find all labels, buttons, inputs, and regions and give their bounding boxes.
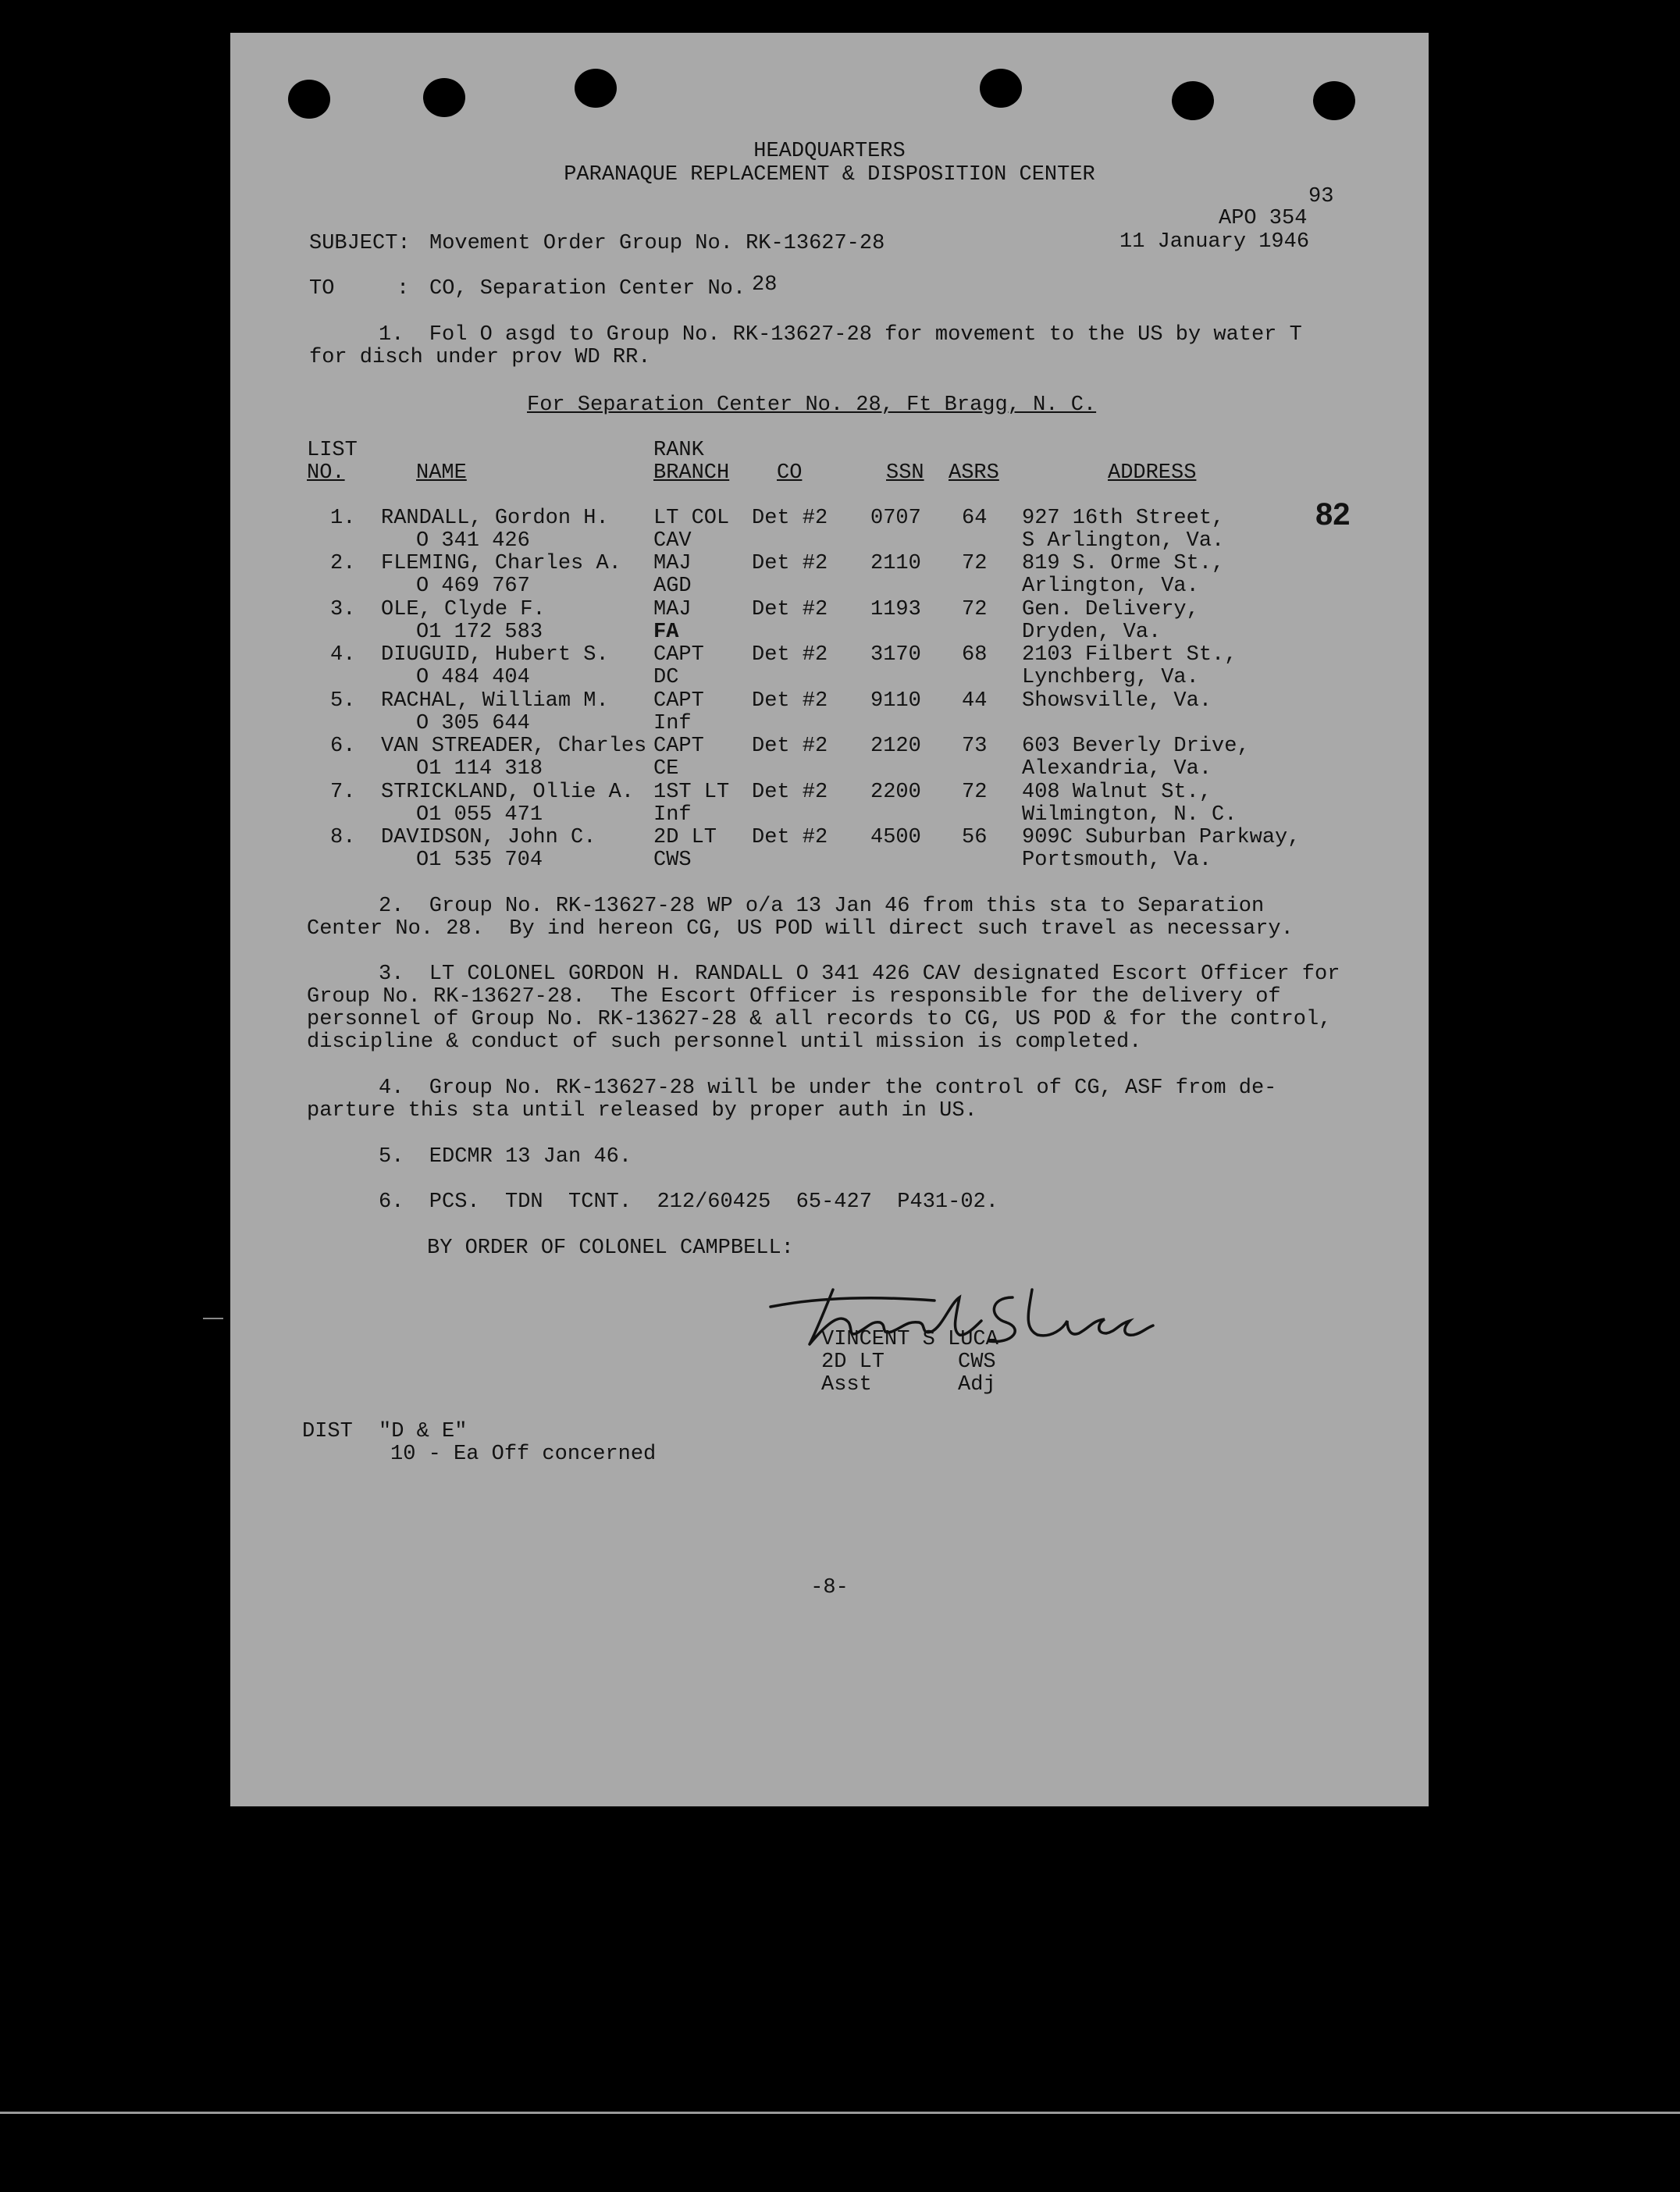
row-rank: 1ST LT [653, 781, 730, 804]
row-ssn: 9110 [870, 689, 921, 713]
row-name: RACHAL, William M. [381, 689, 609, 713]
para-4-line-2: parture this sta until released by proper auth in US. [307, 1099, 977, 1123]
para-3-line-2: Group No. RK-13627-28. The Escort Officer is responsible for the delivery of [307, 985, 1281, 1009]
row-address-2: Wilmington, N. C. [1022, 803, 1237, 827]
punch-hole [980, 69, 1022, 108]
row-co: Det #2 [752, 598, 828, 621]
to-label: TO [309, 277, 335, 301]
row-rank: CAPT [653, 735, 704, 758]
to-value: CO, Separation Center No. [429, 277, 746, 301]
row-rank: CAPT [653, 643, 704, 667]
row-asrs: 56 [962, 826, 988, 849]
row-serial: O1 172 583 [416, 621, 543, 644]
row-branch: CWS [653, 849, 692, 872]
row-serial: O 305 644 [416, 712, 530, 735]
row-name: DIUGUID, Hubert S. [381, 643, 609, 667]
to-colon: : [397, 277, 410, 301]
row-asrs: 72 [962, 781, 988, 804]
row-name: STRICKLAND, Ollie A. [381, 781, 635, 804]
signer-name: VINCENT S LUCA [821, 1328, 998, 1351]
para-5: 5. EDCMR 13 Jan 46. [379, 1145, 632, 1169]
row-asrs: 72 [962, 552, 988, 575]
header-co: CO [777, 461, 803, 485]
row-rank: LT COL [653, 507, 730, 530]
header-line-2: PARANAQUE REPLACEMENT & DISPOSITION CENTER [564, 163, 1095, 187]
apo-number: APO 354 [1219, 207, 1308, 230]
para-2-line-2: Center No. 28. By ind hereon CG, US POD will direct such travel as necessary. [307, 917, 1294, 941]
row-asrs: 64 [962, 507, 988, 530]
para-1-line-1: 1. Fol O asgd to Group No. RK-13627-28 for movement to the US by water T [379, 323, 1302, 347]
row-ssn: 1193 [870, 598, 921, 621]
row-ssn: 3170 [870, 643, 921, 667]
row-name: VAN STREADER, Charles [381, 735, 647, 758]
page-reference: 93 [1308, 185, 1334, 208]
row-asrs: 73 [962, 735, 988, 758]
row-serial: O 484 404 [416, 666, 530, 689]
header-ssn: SSN [886, 461, 924, 485]
row-ssn: 0707 [870, 507, 921, 530]
header-name: NAME [416, 461, 467, 485]
row-serial: O 341 426 [416, 529, 530, 553]
para-3-line-1: 3. LT COLONEL GORDON H. RANDALL O 341 426 CAV designated Escort Officer for [379, 963, 1340, 986]
margin-number: 82 [1315, 497, 1351, 532]
signer-title-1: Asst [821, 1373, 872, 1397]
row-address-2: Arlington, Va. [1022, 575, 1199, 598]
row-address-1: 603 Beverly Drive, [1022, 735, 1250, 758]
row-serial: O1 535 704 [416, 849, 543, 872]
header-line-1: HEADQUARTERS [753, 140, 906, 163]
para-4-line-1: 4. Group No. RK-13627-28 will be under the control of CG, ASF from de- [379, 1076, 1277, 1100]
row-rank: MAJ [653, 598, 692, 621]
scan-edge-line [0, 2112, 1680, 2114]
document-date: 11 January 1946 [1119, 230, 1310, 254]
header-list: LIST [307, 439, 358, 462]
row-name: FLEMING, Charles A. [381, 552, 621, 575]
header-list-no: NO. [307, 461, 345, 485]
row-branch: Inf [653, 803, 692, 827]
row-no: 5. [330, 689, 356, 713]
row-branch: CE [653, 757, 679, 781]
row-address-1: 927 16th Street, [1022, 507, 1225, 530]
row-rank: 2D LT [653, 826, 717, 849]
punch-hole [423, 78, 465, 117]
row-asrs: 72 [962, 598, 988, 621]
row-address-2: Portsmouth, Va. [1022, 849, 1212, 872]
row-name: RANDALL, Gordon H. [381, 507, 609, 530]
para-3-line-4: discipline & conduct of such personnel until mission is completed. [307, 1030, 1142, 1054]
row-no: 4. [330, 643, 356, 667]
row-address-1: Showsville, Va. [1022, 689, 1212, 713]
row-serial: O 469 767 [416, 575, 530, 598]
header-branch: BRANCH [653, 461, 730, 485]
row-branch: DC [653, 666, 679, 689]
punch-hole [1313, 81, 1355, 120]
row-co: Det #2 [752, 826, 828, 849]
para-6: 6. PCS. TDN TCNT. 212/60425 65-427 P431-02. [379, 1190, 998, 1214]
to-number: 28 [752, 273, 778, 297]
row-co: Det #2 [752, 781, 828, 804]
row-name: DAVIDSON, John C. [381, 826, 596, 849]
dist-value: "D & E" [379, 1420, 468, 1443]
row-address-1: 2103 Filbert St., [1022, 643, 1237, 667]
row-co: Det #2 [752, 643, 828, 667]
header-rank: RANK [653, 439, 704, 462]
row-asrs: 44 [962, 689, 988, 713]
punch-hole [288, 80, 330, 119]
subject-value: Movement Order Group No. RK-13627-28 [429, 232, 885, 255]
signer-title-2: Adj [958, 1373, 996, 1397]
page-number: -8- [810, 1576, 849, 1600]
row-asrs: 68 [962, 643, 988, 667]
row-no: 7. [330, 781, 356, 804]
row-co: Det #2 [752, 735, 828, 758]
signer-rank: 2D LT [821, 1350, 885, 1374]
subject-label: SUBJECT: [309, 232, 411, 255]
margin-mark [203, 1318, 223, 1319]
row-co: Det #2 [752, 689, 828, 713]
row-ssn: 2120 [870, 735, 921, 758]
signer-branch: CWS [958, 1350, 996, 1374]
by-order-line: BY ORDER OF COLONEL CAMPBELL: [427, 1237, 794, 1260]
row-branch: CAV [653, 529, 692, 553]
punch-hole [1172, 81, 1214, 120]
header-address: ADDRESS [1108, 461, 1197, 485]
header-asrs: ASRS [949, 461, 999, 485]
row-address-1: 909C Suburban Parkway, [1022, 826, 1301, 849]
dist-line-2: 10 - Ea Off concerned [390, 1443, 657, 1466]
dist-label: DIST [302, 1420, 353, 1443]
row-address-1: Gen. Delivery, [1022, 598, 1199, 621]
row-address-2: Lynchberg, Va. [1022, 666, 1199, 689]
para-3-line-3: personnel of Group No. RK-13627-28 & all records to CG, US POD & for the control, [307, 1008, 1332, 1031]
para-1-line-2: for disch under prov WD RR. [309, 346, 651, 369]
row-no: 2. [330, 552, 356, 575]
para-2-line-1: 2. Group No. RK-13627-28 WP o/a 13 Jan 46 from this sta to Separation [379, 895, 1265, 918]
row-ssn: 4500 [870, 826, 921, 849]
punch-hole [575, 69, 617, 108]
row-ssn: 2200 [870, 781, 921, 804]
row-branch: FA [653, 621, 679, 644]
row-co: Det #2 [752, 507, 828, 530]
row-address-1: 819 S. Orme St., [1022, 552, 1225, 575]
row-co: Det #2 [752, 552, 828, 575]
row-rank: CAPT [653, 689, 704, 713]
row-no: 6. [330, 735, 356, 758]
row-ssn: 2110 [870, 552, 921, 575]
row-serial: O1 055 471 [416, 803, 543, 827]
row-branch: Inf [653, 712, 692, 735]
row-branch: AGD [653, 575, 692, 598]
row-no: 3. [330, 598, 356, 621]
row-address-1: 408 Walnut St., [1022, 781, 1212, 804]
row-address-2: Alexandria, Va. [1022, 757, 1212, 781]
section-title: For Separation Center No. 28, Ft Bragg, N. C. [527, 393, 1097, 417]
row-rank: MAJ [653, 552, 692, 575]
document-page [230, 33, 1429, 1806]
row-address-2: Dryden, Va. [1022, 621, 1162, 644]
row-serial: O1 114 318 [416, 757, 543, 781]
row-no: 8. [330, 826, 356, 849]
row-address-2: S Arlington, Va. [1022, 529, 1225, 553]
row-no: 1. [330, 507, 356, 530]
row-name: OLE, Clyde F. [381, 598, 546, 621]
